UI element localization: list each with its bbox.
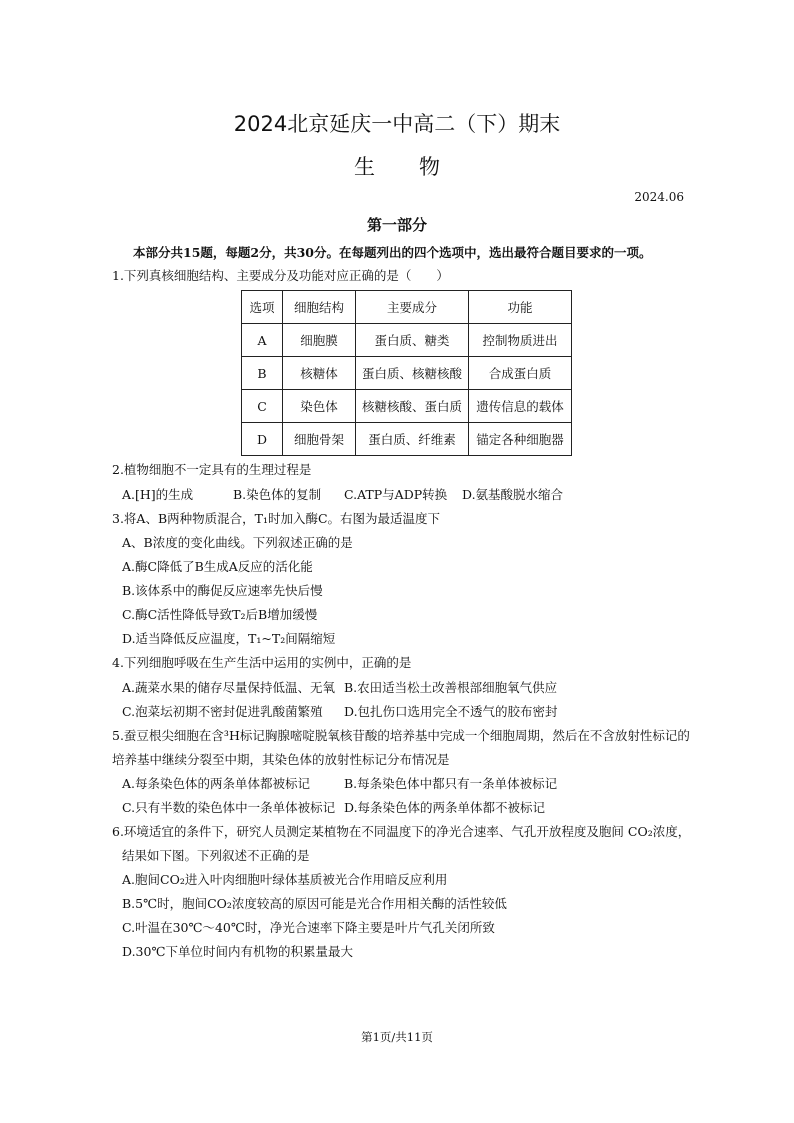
q5-option-c: C.只有半数的染色体中一条单体被标记 (122, 800, 336, 815)
q3-stem-line1: 3.将A、B两种物质混合，T₁时加入酶C。右图为最适温度下 (112, 511, 441, 526)
table-cell: 染色体 (283, 390, 356, 423)
table-cell: 遗传信息的载体 (469, 390, 572, 423)
q4-option-b: B.农田适当松土改善根部细胞氧气供应 (344, 680, 558, 695)
table-header-cell: 细胞结构 (283, 291, 356, 324)
part-heading: 第一部分 (366, 216, 427, 234)
table-cell: 细胞膜 (283, 324, 356, 357)
table-row (242, 390, 572, 423)
table-cell: D (242, 423, 283, 456)
table-cell: 蛋白质、核糖核酸 (356, 357, 469, 390)
q6-option-a: A.胞间CO₂进入叶肉细胞叶绿体基质被光合作用暗反应利用 (122, 872, 448, 887)
table-header-cell: 选项 (242, 291, 283, 324)
q4-option-a: A.蔬菜水果的储存尽量保持低温、无氧 (122, 680, 336, 695)
table-cell: 细胞骨架 (283, 423, 356, 456)
q3-option-a: A.酶C降低了B生成A反应的活化能 (122, 559, 313, 574)
q6-option-d: D.30℃下单位时间内有机物的积累量最大 (122, 944, 353, 959)
q3-option-d: D.适当降低反应温度，T₁~T₂间隔缩短 (122, 631, 336, 646)
table-row (242, 423, 572, 456)
q3-stem-line2: A、B浓度的变化曲线。下列叙述正确的是 (122, 535, 353, 550)
q2-option-c: C.ATP与ADP转换 (344, 487, 448, 502)
q2-option-b: B.染色体的复制 (233, 487, 322, 502)
table-header-cell: 功能 (469, 291, 572, 324)
q4-option-d: D.包扎伤口选用完全不透气的胶布密封 (344, 704, 558, 719)
q5-option-a: A.每条染色体的两条单体都被标记 (122, 776, 311, 791)
table-cell: 蛋白质、糖类 (356, 324, 469, 357)
table-cell: 控制物质进出 (469, 324, 572, 357)
table-cell: 核糖体 (283, 357, 356, 390)
table-cell: A (242, 324, 283, 357)
table-row (242, 357, 572, 390)
q5-stem-line1: 5.蚕豆根尖细胞在含³H标记胸腺嘧啶脱氧核苷酸的培养基中完成一个细胞周期，然后在不含放射性标记的 (112, 728, 690, 743)
q2-option-d: D.氨基酸脱水缩合 (462, 487, 564, 502)
table-header-cell: 主要成分 (356, 291, 469, 324)
table-cell: C (242, 390, 283, 423)
q5-option-d: D.每条染色体的两条单体都不被标记 (344, 800, 546, 815)
page-footer: 第1页/共11页 (361, 1030, 433, 1044)
q1-stem: 1.下列真核细胞结构、主要成分及功能对应正确的是（ ） (112, 268, 449, 283)
table-header-row (242, 291, 572, 324)
q6-option-b: B.5℃时，胞间CO₂浓度较高的原因可能是光合作用相关酶的活性较低 (122, 896, 507, 911)
instructions: 本部分共15题，每题2分，共30分。在每题列出的四个选项中，选出最符合题目要求的一项。 (133, 245, 652, 260)
table-cell: 蛋白质、纤维素 (356, 423, 469, 456)
table-cell: B (242, 357, 283, 390)
q5-option-b: B.每条染色体中都只有一条单体被标记 (344, 776, 558, 791)
table-cell: 合成蛋白质 (469, 357, 572, 390)
q6-option-c: C.叶温在30℃～40℃时，净光合速率下降主要是叶片气孔关闭所致 (122, 920, 495, 935)
subject-title: 生物 (354, 155, 484, 179)
q3-option-c: C.酶C活性降低导致T₂后B增加缓慢 (122, 607, 318, 622)
table-cell: 锚定各种细胞器 (469, 423, 572, 456)
table-cell: 核糖核酸、蛋白质 (356, 390, 469, 423)
table-row (242, 324, 572, 357)
q6-stem-line2: 结果如下图。下列叙述不正确的是 (122, 848, 310, 863)
q3-option-b: B.该体系中的酶促反应速率先快后慢 (122, 583, 323, 598)
q1-table (241, 290, 572, 456)
exam-date: 2024.06 (634, 190, 684, 204)
q4-option-c: C.泡菜坛初期不密封促进乳酸菌繁殖 (122, 704, 323, 719)
q2-option-a: A.[H]的生成 (122, 487, 194, 502)
q6-stem-line1: 6.环境适宜的条件下，研究人员测定某植物在不同温度下的净光合速率、气孔开放程度及胞间 CO₂浓度， (112, 824, 691, 839)
q2-stem: 2.植物细胞不一定具有的生理过程是 (112, 462, 312, 477)
page-title: 2024北京延庆一中高二（下）期末 (233, 112, 561, 136)
q5-stem-line2: 培养基中继续分裂至中期，其染色体的放射性标记分布情况是 (112, 752, 450, 767)
q4-stem: 4.下列细胞呼吸在生产生活中运用的实例中，正确的是 (112, 655, 412, 670)
